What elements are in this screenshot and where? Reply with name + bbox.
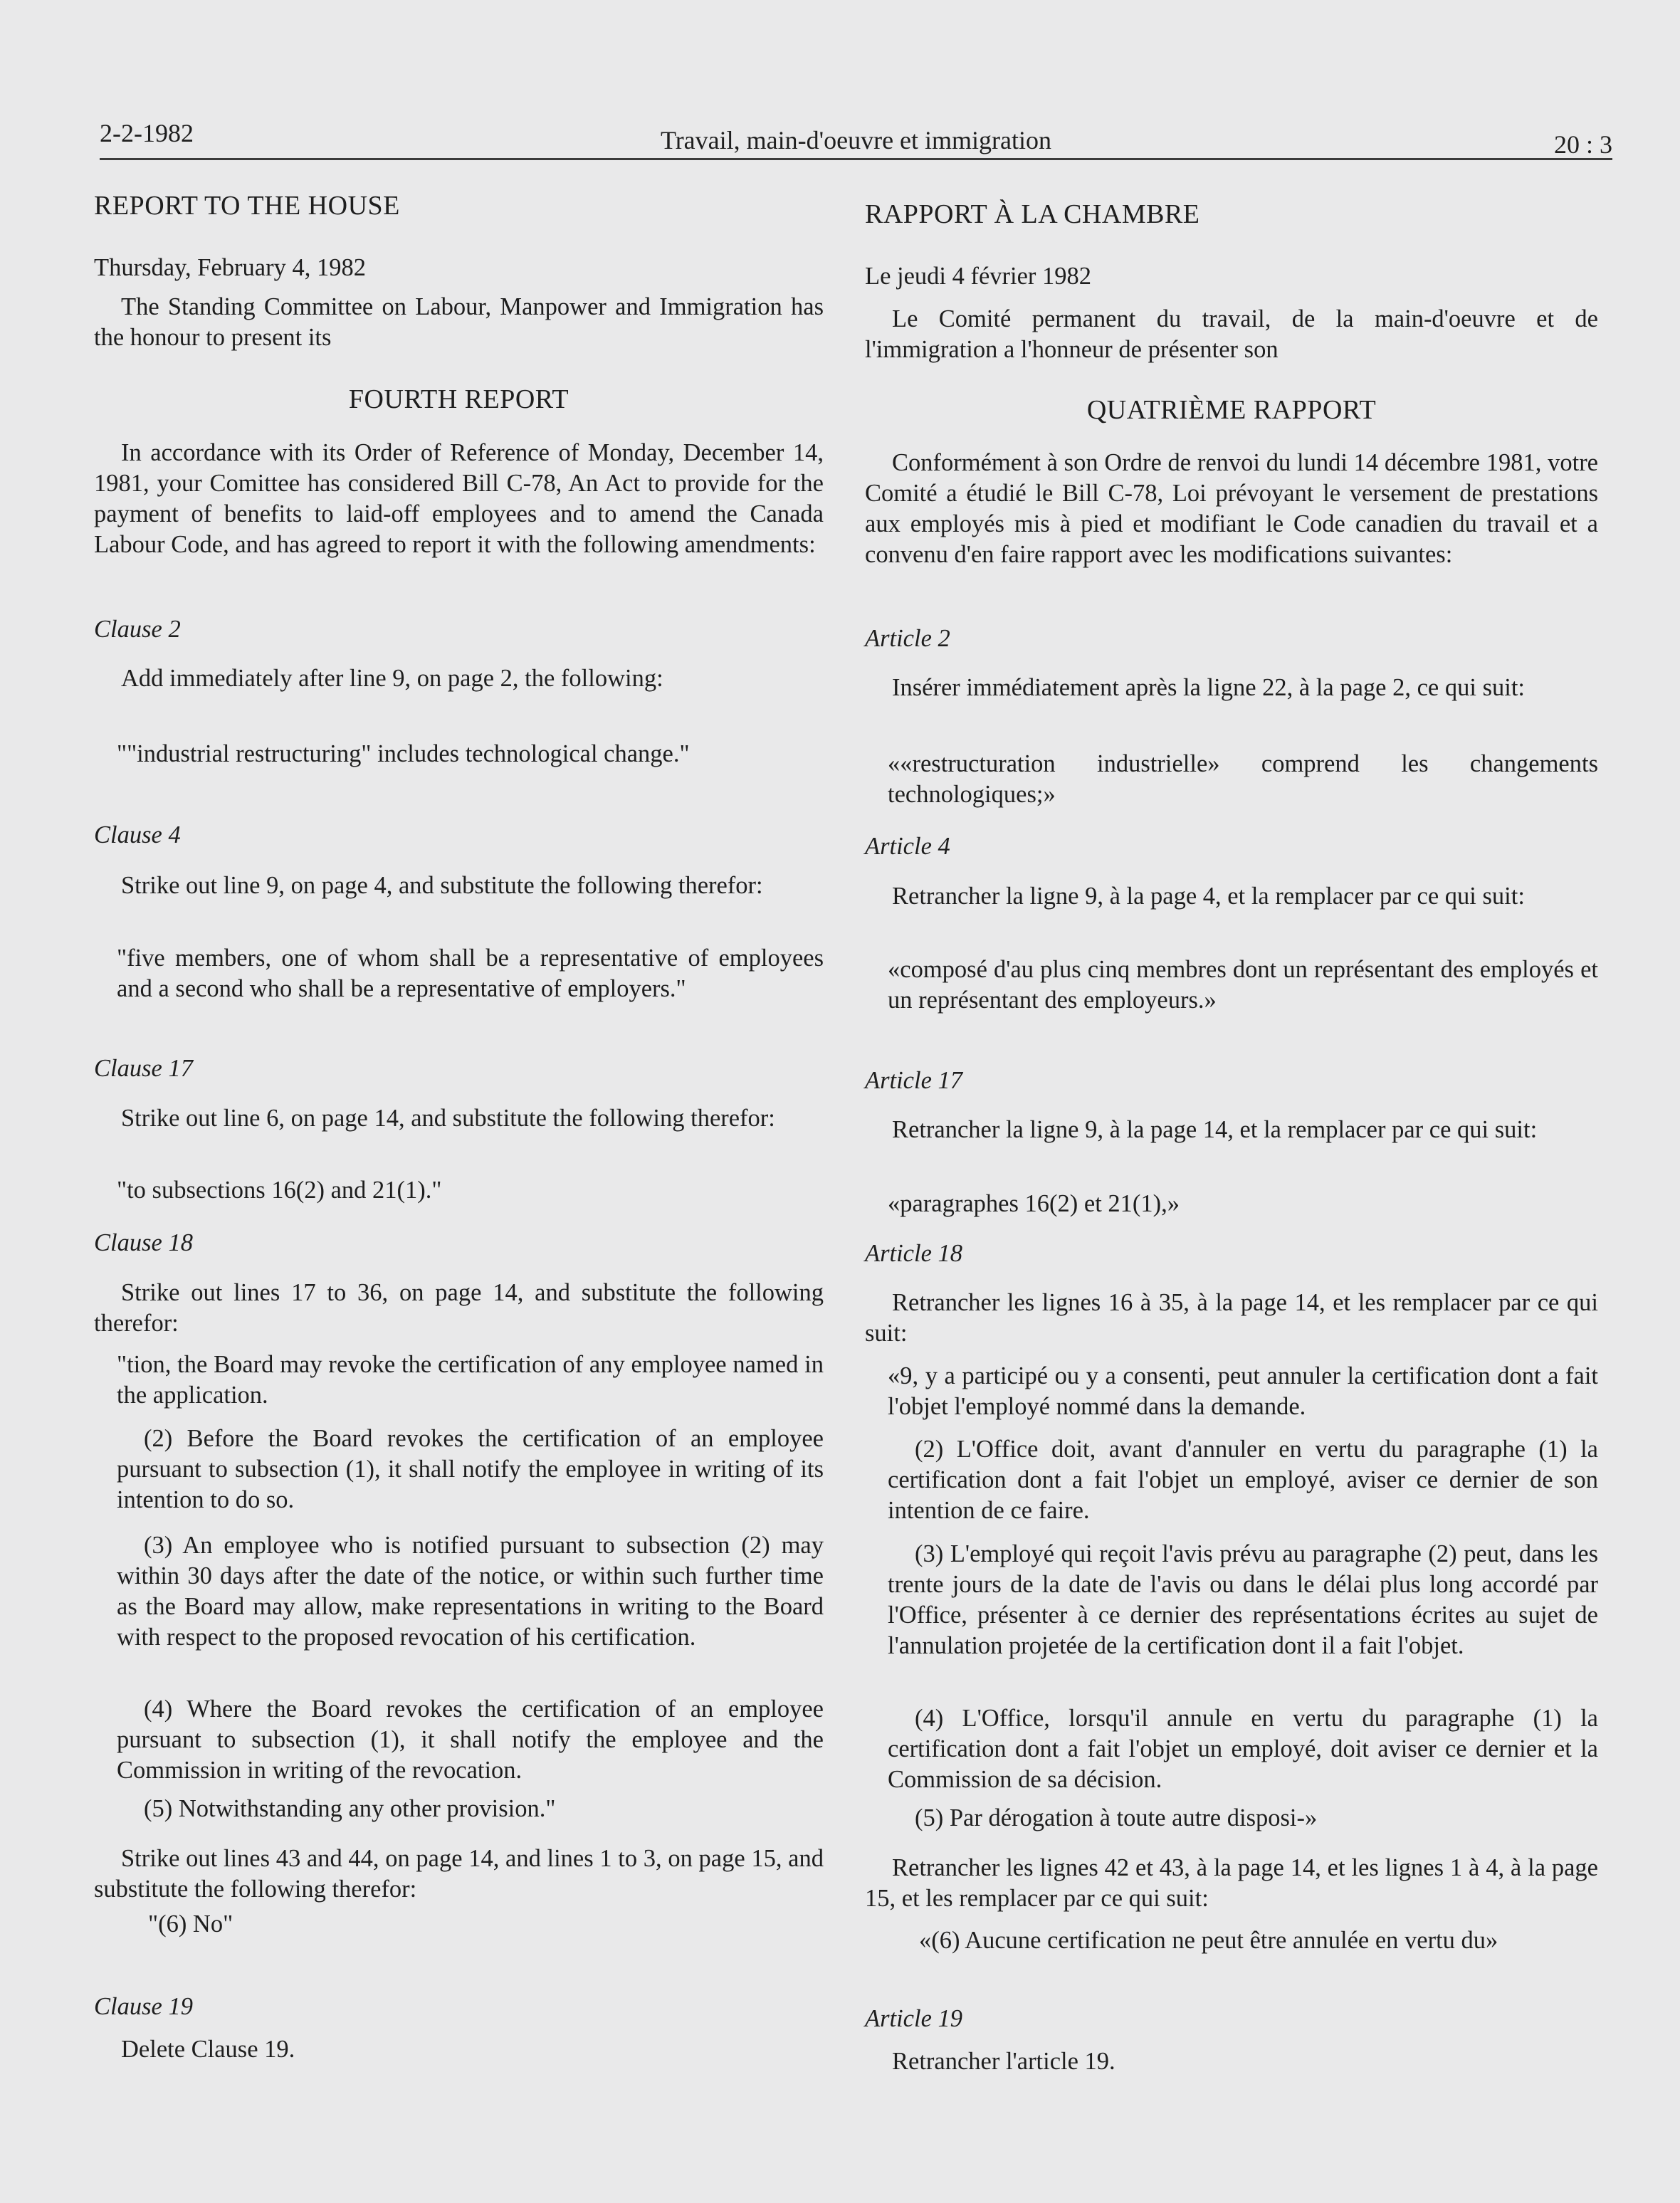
article-4-instruction: Retrancher la ligne 9, à la page 4, et la remplacer par ce qui suit: <box>892 883 1525 910</box>
article-2-instruction: Insérer immédiatement après la ligne 22, à la page 2, ce qui suit: <box>892 674 1526 701</box>
clause-4-quote: "five members, one of whom shall be a representative of employees and a second who shall be a representative of employers." <box>117 945 824 1002</box>
header-title: Travail, main-d'oeuvre et immigration <box>660 126 1052 154</box>
clause-18-quote-1: "tion, the Board may revoke the certification of any employee named in the application. <box>117 1351 824 1409</box>
article-19-instruction: Retrancher l'article 19. <box>892 2048 1115 2075</box>
french-paragraph-1: Conformément à son Ordre de renvoi du lundi 14 décembre 1981, votre Comité a étudié le Bill C-78, Loi prévoyant le versement de prestations aux employés mis à pied et modifiant le Code canadien du travail et a convenu d'en faire rapport avec les modifications suivantes: <box>865 449 1598 568</box>
clause-18-instruction-2: Strike out lines 43 and 44, on page 14, and lines 1 to 3, on page 15, and substitute the following therefor: <box>94 1845 824 1903</box>
page-number: 20 : 3 <box>1553 130 1612 159</box>
page-header <box>100 114 1612 160</box>
french-intro: Le Comité permanent du travail, de la main-d'oeuvre et de l'immigration a l'honneur de présenter son <box>865 305 1598 363</box>
article-2-title: Article 2 <box>865 625 950 652</box>
clause-4-title: Clause 4 <box>94 821 181 848</box>
english-report-title: FOURTH REPORT <box>348 384 569 414</box>
french-report-title: QUATRIÈME RAPPORT <box>1086 395 1377 425</box>
clause-19-title: Clause 19 <box>94 1993 193 2020</box>
clause-18-quote-6: "(6) No" <box>148 1910 233 1938</box>
english-heading: REPORT TO THE HOUSE <box>94 191 400 221</box>
article-18-quote-2: (2) L'Office doit, avant d'annuler en vertu du paragraphe (1) la certification dont a fait l'objet un employé, aviser ce dernier de son intention de ce faire. <box>888 1436 1598 1524</box>
article-17-quote: «paragraphes 16(2) et 21(1),» <box>888 1190 1180 1217</box>
article-18-instruction: Retrancher les lignes 16 à 35, à la page 14, et les remplacer par ce qui suit: <box>865 1289 1598 1347</box>
clause-2-instruction: Add immediately after line 9, on page 2, the following: <box>121 665 663 692</box>
clause-19-instruction: Delete Clause 19. <box>121 2036 295 2063</box>
article-2-quote: ««restructuration industrielle» comprend les changements technologiques;» <box>888 750 1598 808</box>
clause-17-title: Clause 17 <box>94 1055 193 1082</box>
article-18-quote-6: «(6) Aucune certification ne peut être annulée en vertu du» <box>919 1927 1498 1954</box>
article-17-title: Article 17 <box>865 1067 963 1094</box>
article-19-title: Article 19 <box>865 2005 963 2032</box>
article-4-title: Article 4 <box>865 833 950 860</box>
clause-2-title: Clause 2 <box>94 616 181 643</box>
article-18-quote-5: (5) Par dérogation à toute autre disposi-» <box>915 1804 1318 1831</box>
clause-2-quote: ""industrial restructuring" includes technological change." <box>117 740 690 767</box>
clause-18-title: Clause 18 <box>94 1229 193 1256</box>
article-4-quote: «composé d'au plus cinq membres dont un représentant des employés et un représentant des employeurs.» <box>888 956 1598 1014</box>
clause-18-instruction: Strike out lines 17 to 36, on page 14, and substitute the following therefor: <box>94 1279 824 1337</box>
header-date: 2-2-1982 <box>100 119 194 147</box>
article-17-instruction: Retrancher la ligne 9, à la page 14, et la remplacer par ce qui suit: <box>892 1116 1538 1143</box>
article-18-title: Article 18 <box>865 1240 963 1267</box>
english-intro: The Standing Committee on Labour, Manpower and Immigration has the honour to present its <box>94 293 824 351</box>
clause-17-instruction: Strike out line 6, on page 14, and substitute the following therefor: <box>121 1105 775 1132</box>
clause-17-quote: "to subsections 16(2) and 21(1)." <box>117 1177 442 1204</box>
french-date: Le jeudi 4 février 1982 <box>865 263 1092 290</box>
french-heading: RAPPORT À LA CHAMBRE <box>865 199 1200 229</box>
article-18-quote-3: (3) L'employé qui reçoit l'avis prévu au paragraphe (2) peut, dans les trente jours de la date de l'avis ou dans le délai plus long accordé par l'Office, présenter à ce dernier des représentations écrites au sujet de l'annulation projetée de la certification dont il a fait l'objet. <box>888 1540 1598 1659</box>
clause-4-instruction: Strike out line 9, on page 4, and substitute the following therefor: <box>121 872 763 899</box>
english-date: Thursday, February 4, 1982 <box>94 254 366 281</box>
clause-18-quote-4: (4) Where the Board revokes the certification of an employee pursuant to subsection (1), it shall notify the employee and the Commission in writing of the revocation. <box>117 1695 824 1784</box>
clause-18-quote-2: (2) Before the Board revokes the certification of an employee pursuant to subsection (1), it shall notify the employee in writing of its intention to do so. <box>117 1425 824 1513</box>
article-18-quote-4: (4) L'Office, lorsqu'il annule en vertu du paragraphe (1) la certification dont a fait l'objet un employé, doit aviser ce dernier et la Commission de sa décision. <box>888 1705 1598 1793</box>
clause-18-quote-5: (5) Notwithstanding any other provision." <box>144 1795 556 1822</box>
article-18-instruction-2: Retrancher les lignes 42 et 43, à la page 14, et les lignes 1 à 4, à la page 15, et les remplacer par ce qui suit: <box>865 1854 1598 1912</box>
english-paragraph-1: In accordance with its Order of Reference of Monday, December 14, 1981, your Comittee has considered Bill C-78, An Act to provide for the payment of benefits to laid-off employees and to amend the Canada Labour Code, and has agreed to report it with the following amendments: <box>94 439 824 558</box>
clause-18-quote-3: (3) An employee who is notified pursuant to subsection (2) may within 30 days after the date of the notice, or within such further time as the Board may allow, make representations in writing to the Board with respect to the proposed revocation of his certification. <box>117 1532 824 1651</box>
article-18-quote-1: «9, y a participé ou y a consenti, peut annuler la certification dont a fait l'objet l'employé nommé dans la demande. <box>888 1362 1598 1420</box>
